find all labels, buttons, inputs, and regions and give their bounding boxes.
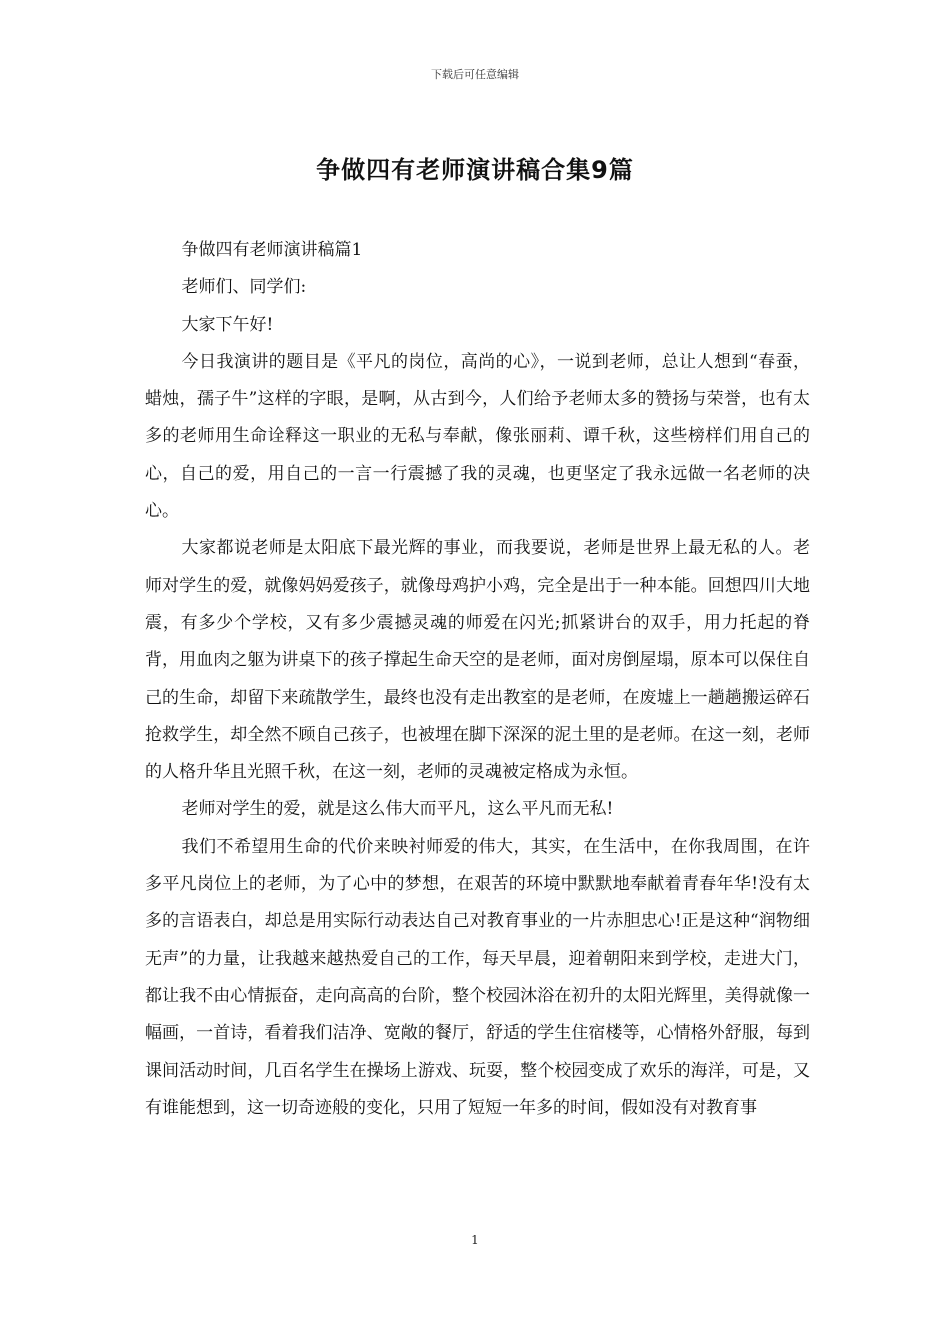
body-paragraph: 我们不希望用生命的代价来映衬师爱的伟大，其实，在生活中，在你我周围，在许多平凡岗位上的老师，为了心中的梦想，在艰苦的环境中默默地奉献着青春年华!没有太多的言语表白，却总是用实际行动表达自己对教育事业的一片赤胆忠心!正是这种“润物细无声”的力量，让我越来越热爱自己的工作，每天早晨，迎着朝阳来到学校，走进大门，都让我不由心情振奋，走向高高的台阶，整个校园沐浴在初升的太阳光辉里，美得就像一幅画，一首诗，看着我们洁净、宽敞的餐厅，舒适的学生住宿楼等，心情格外舒服，每到课间活动时间，几百名学生在操场上游戏、玩耍，整个校园变成了欢乐的海洋，可是，又有谁能想到，这一切奇迹般的变化，只用了短短一年多的时间，假如没有对教育事 bbox=[145, 836, 810, 1118]
body-paragraph: 大家都说老师是太阳底下最光辉的事业，而我要说，老师是世界上最无私的人。老师对学生的爱，就像妈妈爱孩子，就像母鸡护小鸡，完全是出于一种本能。回想四川大地震，有多少个学校，又有多少震撼灵魂的师爱在闪光;抓紧讲台的双手，用力托起的脊背，用血肉之躯为讲桌下的孩子撑起生命天空的是老师，面对房倒屋塌，原本可以保住自己的生命，却留下来疏散学生，最终也没有走出教室的是老师，在废墟上一趟趟搬运碎石抢救学生，却全然不顾自己孩子，也被埋在脚下深深的泥土里的是老师。在这一刻，老师的人格升华且光照千秋，在这一刻，老师的灵魂被定格成为永恒。 bbox=[145, 538, 810, 783]
body-paragraph: 今日我演讲的题目是《平凡的岗位，高尚的心》，一说到老师，总让人想到“春蚕，蜡烛，孺子牛”这样的字眼，是啊，从古到今，人们给予老师太多的赞扬与荣誉，也有太多的老师用生命诠释这一职业的无私与奉献，像张丽莉、谭千秋，这些榜样们用自己的心，自己的爱，用自己的一言一行震撼了我的灵魂，也更坚定了我永远做一名老师的决心。 bbox=[145, 351, 810, 522]
salutation: 老师们、同学们: bbox=[181, 277, 307, 298]
section-heading: 争做四有老师演讲稿篇1 bbox=[181, 240, 363, 260]
page-number: 1 bbox=[471, 1233, 479, 1247]
document-body bbox=[145, 232, 810, 1127]
document-title: 争做四有老师演讲稿合集9篇 bbox=[316, 156, 634, 184]
greeting: 大家下午好! bbox=[181, 314, 274, 335]
body-paragraph: 老师对学生的爱，就是这么伟大而平凡，这么平凡而无私! bbox=[181, 799, 614, 820]
header-note: 下载后可任意编辑 bbox=[431, 68, 519, 81]
